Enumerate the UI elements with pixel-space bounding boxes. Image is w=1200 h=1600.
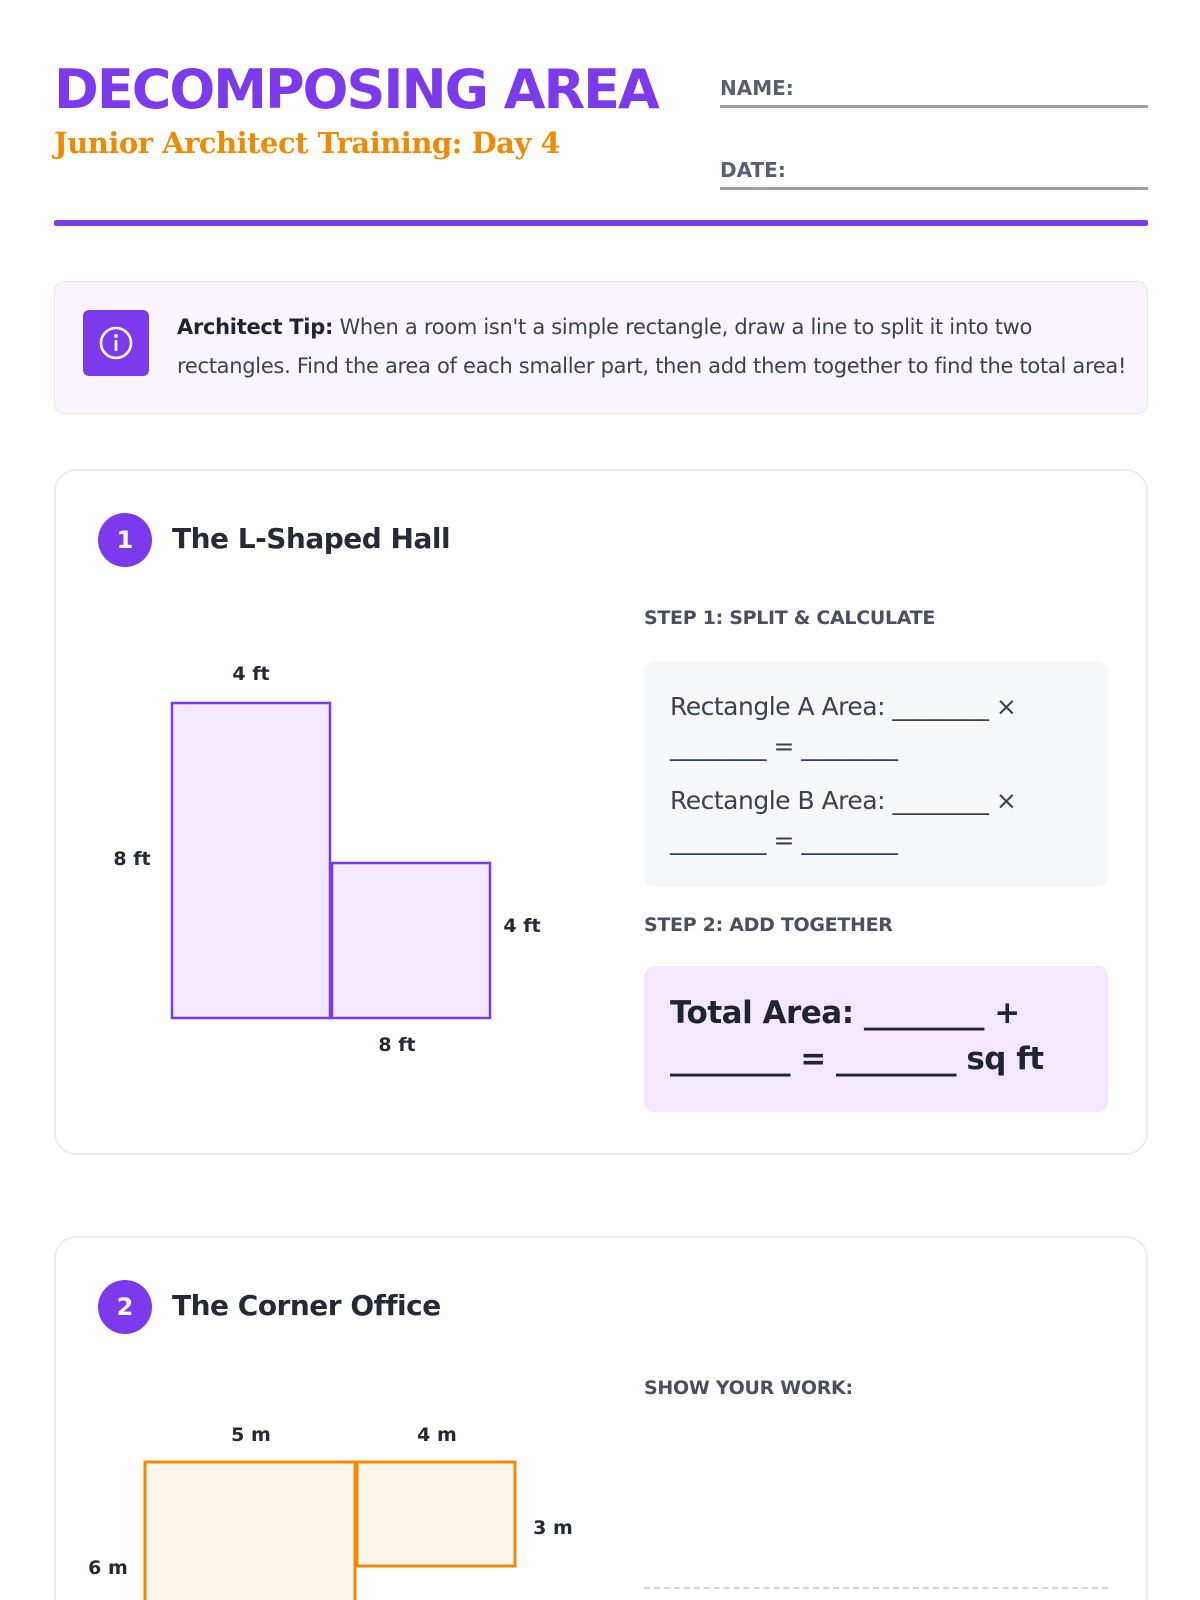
step-1-label: STEP 1: SPLIT & CALCULATE: [644, 607, 936, 629]
dimension-top-right: 4 m: [417, 1424, 457, 1446]
step-2-label: STEP 2: ADD TOGETHER: [644, 914, 893, 936]
info-icon: [83, 310, 149, 376]
dimension-right: 3 m: [533, 1517, 573, 1539]
rectangle-a: [172, 703, 330, 1018]
problem-number-badge: 2: [98, 1280, 152, 1334]
dimension-top: 4 ft: [232, 663, 270, 685]
date-label: DATE:: [720, 158, 786, 182]
architect-tip-box: [54, 281, 1148, 414]
l-shaped-hall-diagram: [56, 471, 616, 1157]
worksheet-header: [54, 54, 1148, 226]
page-title: DECOMPOSING AREA: [54, 58, 658, 121]
total-area-calculation[interactable]: Total Area: ________ + ________ = ________ sq ft: [670, 995, 1044, 1077]
problem-title: The Corner Office: [172, 1289, 441, 1322]
dimension-left: 8 ft: [113, 848, 151, 870]
problem-number-badge: 1: [98, 513, 152, 567]
dimension-bottom: 8 ft: [378, 1034, 416, 1056]
date-field[interactable]: [720, 150, 1148, 190]
page-subtitle: Junior Architect Training: Day 4: [54, 126, 561, 160]
tip-text: [177, 308, 1127, 386]
problem-title: The L-Shaped Hall: [172, 522, 451, 555]
rectangle-a-calculation[interactable]: Rectangle A Area: ________ × ________ = ________: [670, 692, 1017, 761]
tip-body: When a room isn't a simple rectangle, draw a line to split it into two rectangles. Find the area of each smaller part, then add them together to find the total area!: [177, 315, 1127, 378]
dimension-top-left: 5 m: [231, 1424, 271, 1446]
rectangle-b: [332, 863, 490, 1018]
total-area-box: [644, 966, 1108, 1112]
problem-card-2: [54, 1236, 1148, 1600]
work-answer-line[interactable]: [644, 1587, 1108, 1589]
name-label: NAME:: [720, 76, 794, 100]
problem-card-1: [54, 469, 1148, 1155]
dimension-right: 4 ft: [503, 915, 541, 937]
name-field[interactable]: [720, 68, 1148, 108]
calculation-box: [644, 661, 1108, 887]
show-work-label: SHOW YOUR WORK:: [644, 1377, 853, 1399]
rectangle-b-calculation[interactable]: Rectangle B Area: ________ × ________ = ________: [670, 786, 1017, 855]
tip-label: Architect Tip:: [177, 315, 334, 339]
dimension-left: 6 m: [88, 1557, 128, 1579]
office-rectangle-a: [145, 1462, 355, 1600]
office-rectangle-b: [357, 1462, 515, 1566]
corner-office-diagram: [56, 1238, 616, 1600]
header-divider: [54, 220, 1148, 226]
